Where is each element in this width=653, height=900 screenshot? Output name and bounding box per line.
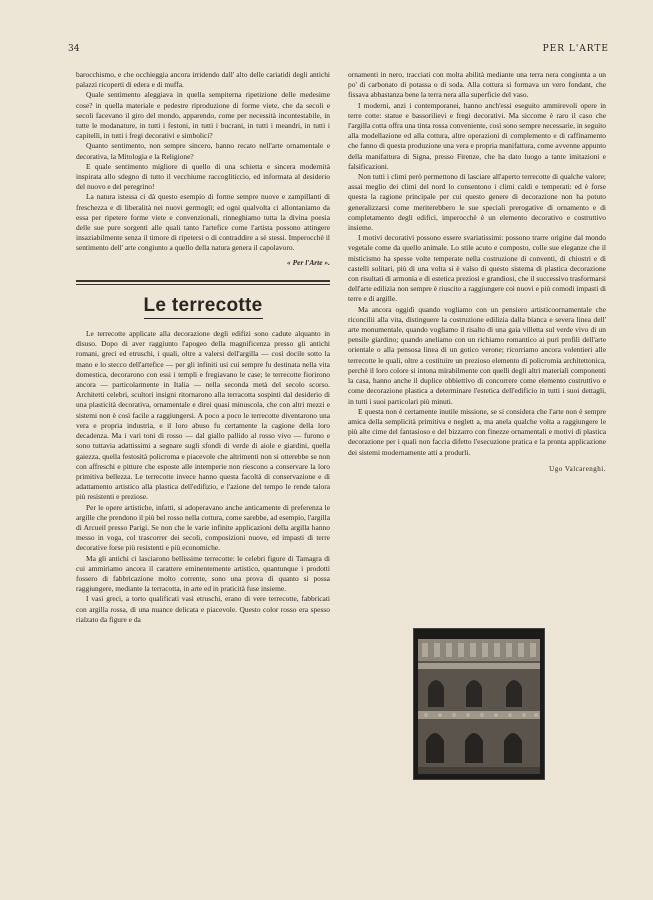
section-signature: « Per l'Arte ». <box>287 257 330 267</box>
section-divider <box>76 280 330 285</box>
paragraph: La natura istessa ci dà questo esempio di forme sempre nuove e zampillanti di freschezza e di liberalità nei nuovi germogli; ed ogni qualvolta ci allontaniamo da essa per ripetere forme viete e convenzionali, rinneghiamo tutta la divina poesia delle sue pure sorgenti alle quali tanto l'artefice come l'artista possono attingere insaziabilmente senza il timore di ripetersi o di contraddire a sè stessi. Imperocchè il sentimento dell' arte congiunto a quello della natura genera il capolavoro. <box>76 192 330 253</box>
page-number: 34 <box>68 44 80 54</box>
paragraph: Ma gli antichi ci lasciarono bellissime terrecotte: le celebri figure di Tamagra di cui ammiriamo ancora il carattere eminentemente artistico, quantunque i prodotti fossero di fabbricazione molto corrente, sono una prova di quanto si possa raggiungere, mediante la terracotta, in arte ed in praticità fuse insieme. <box>76 553 330 594</box>
paragraph: Le terrecotte applicate alla decorazione degli edifizi sono cadute alquanto in disuso. Dopo di aver raggiunto l'apogeo della magnificenza presso gli antichi romani, greci ed etruschi, i quali, oltre a valersi dell'argilla — così docile sotto la mano e lo stecco dell'artefice — per gli infiniti usi cui sempre fu destinata nella vita domestica, decorarono con essi i templi e fregiavano le case; le terrecotte fiorirono ancora — particolarmente in Italia — nella seconda metà del secolo scorso. Architetti celebri, scultori insigni ritornarono alla terracotta sospinti dal desiderio di una plasticità decorativa, ornamentale e direi quasi minuscola, che con altri mezzi e sistemi non è così facile a raggiungersi. A poco a poco le terrecotte diventarono una vera e propria industria, e il loro abuso fu certamente la cagione della loro decadenza. Ma i vari toni di rosso — dal giallo pallido al rosso vivo — furono e sono tuttavia adattissimi a segnare sugli sfondi di verde di aiole e giardini, quella gaiezza, quella festosità policroma e piacevole che altrimenti non si otterebbe se non con affreschi e pitture che esposte alle intemperie non riescono a conservare la loro primitiva bellezza. Le terrecotte invece hanno questa facoltà di conservazione e di adattamento artistico alla plastica dell'edifizio, e l'azione del tempo le rende talora più resistenti e preziose. <box>76 329 330 502</box>
paragraph: Quale sentimento aleggiava in quella sempiterna ripetizione delle medesime cose? in quella materiale e pedestre riproduzione di forme viete, che da secoli e secoli facevano il giro del mondo, apparendo, come per necessità incontestabile, in tutte le modanature, in tutti i festoni, in tutti i bucrani, in tutti i meandri, in tutti i capitelli, in tutti i fregi decorativi e simbolici? <box>76 90 330 141</box>
paragraph: Ma ancora oggidì quando vogliamo con un pensiero artisticoornamentale che riconcilii alla vita, distinguere la costruzione edilizia dalla bianca e severa linea dell' arte monumentale, quando vogliamo il risalto di una gaia villetta sul verde vivo di un pensile giardino; quando aneliamo con un richiamo romantico ai puri profili dell'arte orientale o alla pensosa linea di un gotico verone; ricorriamo ancora volentieri alle terrecotte le quali, oltre a costituire un prezioso elemento di policromia architettonica, perchè il loro colore si intona mirabilmente con quelli degli altri materiali componenti la casa, hanno anche il duplice obbiettivo di concorrere come elemento costruttivo e come decorazione plastica a determinare l'estetica dell'edificio in tutti i suoi dettagli, in tutti i suoi particolari più minuti. <box>348 304 606 406</box>
paragraph: I moderni, anzi i contemporanei, hanno anch'essi eseguito ammirevoli opere in terre cotte: statue e bassorilievi e fregi decorativi. Ma siccome è raro il caso che l'argilla cotta offra una tinta rossa conveniente, così sono sempre necessarie, in seguito alla modellazione ed alla cottura, altre operazioni di complemento e di raffinamento che fanno di questa produzione una vera e propria manifattura, come avvenne appunto della manifattura di Signa, presso Firenze, che ha dato luogo a tante imitazioni e falsificazioni. <box>348 100 606 171</box>
paragraph: E questa non è certamente inutile missione, se si considera che l'arte non è sempre amica della semplicità primitiva e neglett a, ma anela qualche volta a raggiungere le più alte cime del fantasioso e del bizzarro con finezze ornamentali e motivi di plastica decorazione per i quali non faccia difetto l'esecuzione pratica e la pronta applicazione dei sistemi modernamente atti a produrli. <box>348 406 606 457</box>
running-header-title: PER L'ARTE <box>542 44 609 54</box>
facade-illustration <box>414 629 544 779</box>
paragraph: ornamenti in nero, tracciati con molta abilità mediante una terra nera congiunta a un po' di carbonato di potassa o di soda. Alla cottura si formava un vero fondant, che fissava abbastanza bene la terra nera alla superficie del vaso. <box>348 70 606 100</box>
paragraph: I motivi decorativi possono essere svariatissimi: possono trarre origine dal mondo vegetale come da quello animale. Lo stile acuto e composto, colle sue eleganze che il misticismo ha spesse volte temperate nella costruzione di conventi, di chiostri e di castelli solitari, più di una volta si è valso di questo sistema di plastica decorazione con risultati di armonia e di estetica preziosi e grandiosi, che il successivo trasformarsi dell'arte edilizia non sempre è riuscito a raggiungere coi nuovi e più comodi impasti di terre e di argille. <box>348 233 606 304</box>
left-column <box>76 70 330 625</box>
paragraph: E quale sentimento migliore di quello di una schietta e sincera modernità inspirata allo sdegno di tutto il vecchiume raccogliticcio, ed informata al desiderio del nuovo e del peregrino! <box>76 161 330 192</box>
article-title <box>76 294 330 316</box>
paragraph: barocchismo, e che occhieggia ancora irridendo dall' alto delle cariatidi degli antichi palazzi ricoperti di edera e di muffa. <box>76 70 330 90</box>
article-title-text: Le terrecotte <box>144 295 263 319</box>
author-signature: Ugo Valcarenghi. <box>549 464 606 473</box>
paragraph: Quanto sentimento, non sempre sincero, hanno recato nell'arte ornamentale e decorativa, la Mitologia e la Religione? <box>76 141 330 161</box>
paragraph: Per le opere artistiche, infatti, si adoperavano anche anticamente di preferenza le argille che prendono il più bel rosso nella cottura, come sarebbe, ad esempio, l'argilla di Arcueil presso Parigi. Se non che le varie infinite applicazioni della argilla hanno messo in voga, col trascorrer dei secoli, composizioni nuove, ed impasti di terre decorative forse più resistenti e più economiche. <box>76 502 330 553</box>
paragraph: I vasi greci, a torto qualificati vasi etruschi, erano di vere terrecotte, fabbricati con argilla rossa, di una nuance delicata e piacevole. Questo color rosso era spesso rialzato da figure e da <box>76 594 330 624</box>
terracotta-facade-photo <box>413 628 545 780</box>
paragraph: Non tutti i climi però permettono di lasciare all'aperto terrecotte di qualche valore; assai meglio dei climi del nord lo consentono i climi caldi e temperati: ed è forse questa la ragione principale per cui questo genere di decorazione non ha potuto generalizzarsi come meriterebbero le sue speciali prerogative di ornamento e di completamento degli edifici, imperocchè è un elemento decorativo e costruttivo insieme. <box>348 172 606 233</box>
right-column <box>348 70 606 474</box>
